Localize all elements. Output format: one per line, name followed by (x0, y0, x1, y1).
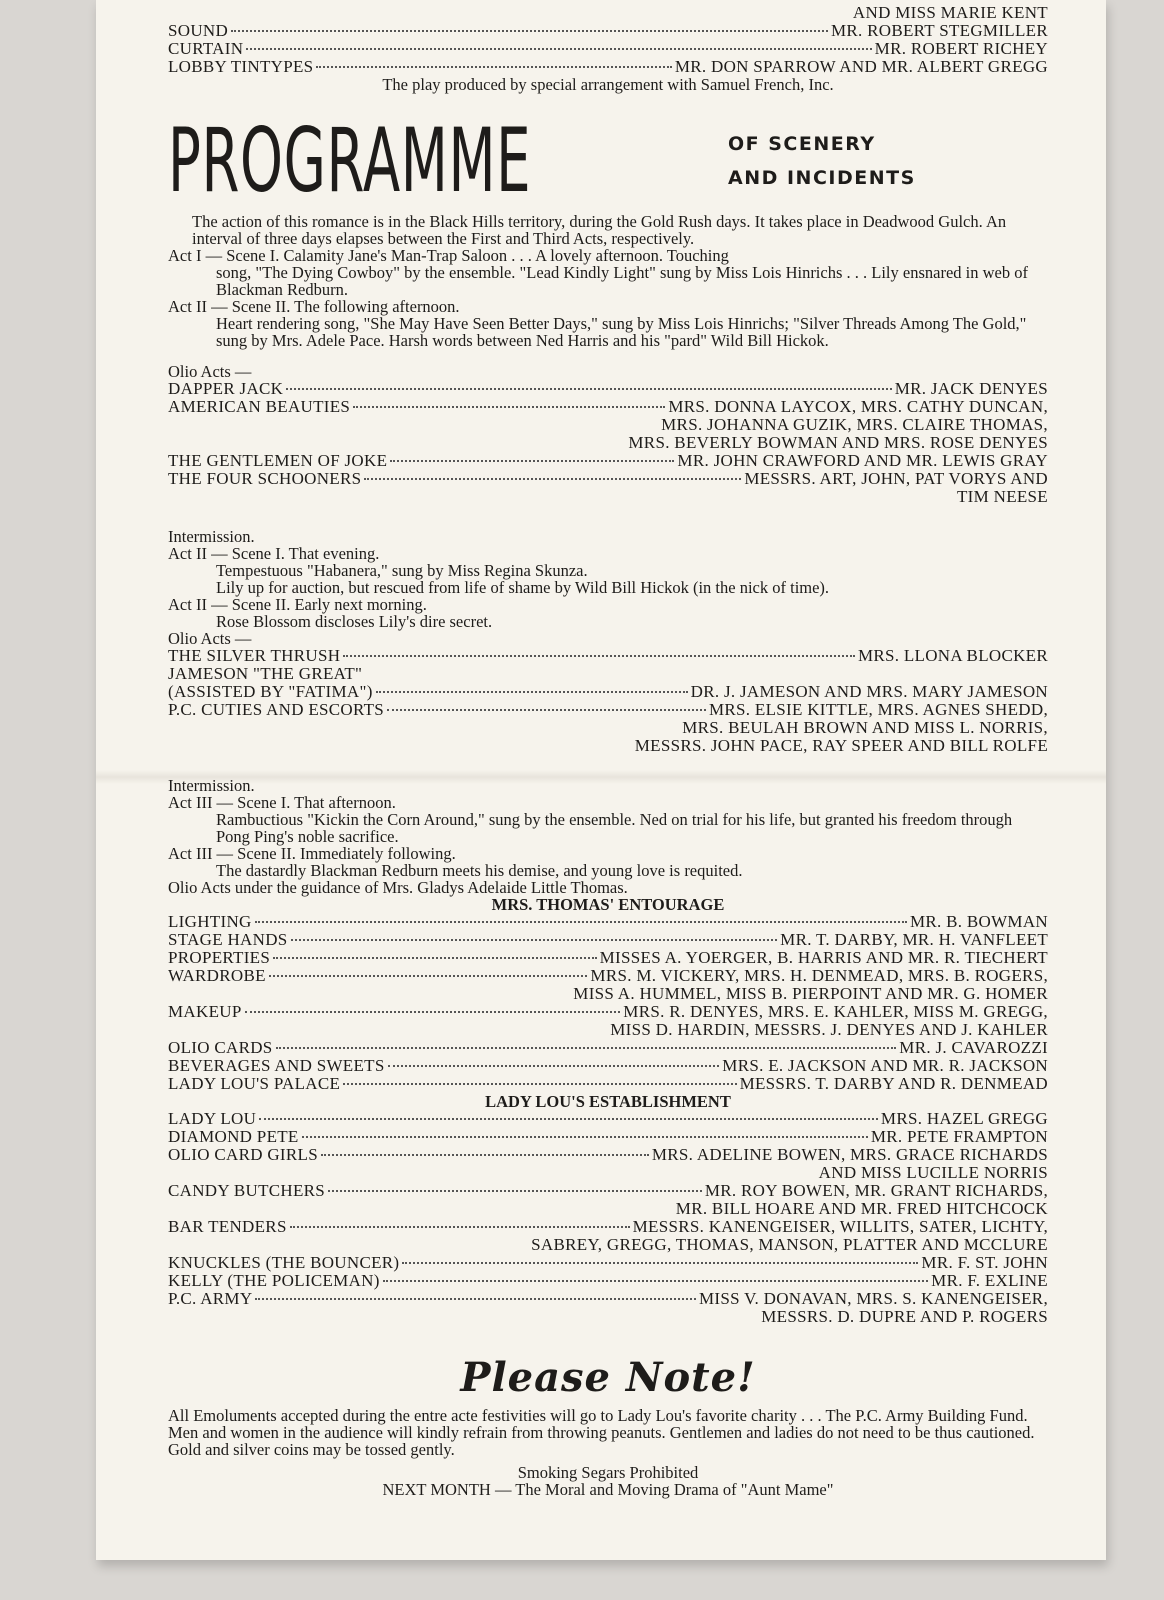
credit-row (168, 1272, 1048, 1290)
credit-row (168, 1075, 1048, 1093)
page-title: PROGRAMME (168, 109, 532, 212)
credit-name: MR. ROY BOWEN, MR. GRANT RICHARDS, (704, 1181, 1048, 1200)
credit-row (168, 1218, 1048, 1236)
credit-row-sound: SOUND MR. ROBERT STEGMILLER (168, 21, 1048, 40)
credit-role: JAMESON "THE GREAT" (168, 664, 363, 683)
credit-row (168, 683, 1048, 701)
act1-heading: Act I — Scene I. Calamity Jane's Man-Trap Saloon . . . A lovely afternoon. Touching (168, 246, 729, 265)
credit-name: MRS. M. VICKERY, MRS. H. DENMEAD, MRS. B. ROGERS, (590, 966, 1048, 985)
credit-name: MR. JACK DENYES (894, 379, 1048, 398)
credit-name: MR. F. ST. JOHN (921, 1253, 1048, 1272)
credit-row (168, 647, 1048, 665)
credit-name: MRS. R. DENYES, MRS. E. KAHLER, MISS M. GREGG, (623, 1002, 1048, 1021)
credit-role: DAPPER JACK (168, 379, 284, 398)
smoking-notice: Smoking Segars Prohibited (517, 1463, 699, 1482)
credit-row (168, 1057, 1048, 1075)
credit-continuation: MRS. BEULAH BROWN AND MISS L. NORRIS, (682, 718, 1048, 737)
credit-row (168, 1290, 1048, 1308)
credit-role: BAR TENDERS (168, 1217, 287, 1236)
credit-role: PROPERTIES (168, 948, 271, 967)
credit-continuation: MRS. JOHANNA GUZIK, MRS. CLAIRE THOMAS, (661, 415, 1048, 434)
act2s1-body1: Tempestuous "Habanera," sung by Miss Regina Skunza. (216, 561, 588, 580)
credit-name: MESSRS. T. DARBY AND R. DENMEAD (739, 1074, 1048, 1093)
credit-role: LADY LOU'S PALACE (168, 1074, 341, 1093)
credit-name: MRS. ELSIE KITTLE, MRS. AGNES SHEDD, (708, 700, 1048, 719)
act1s2-heading: Act II — Scene II. The following afternoon. (168, 297, 460, 316)
credit-role: MAKEUP (168, 1002, 242, 1021)
credit-role: THE FOUR SCHOONERS (168, 469, 362, 488)
credit-role: WARDROBE (168, 966, 266, 985)
wardrobe-continuation: AND MISS MARIE KENT (852, 3, 1048, 22)
act3s2-heading: Act III — Scene II. Immediately following. (168, 844, 456, 863)
credit-continuation: MISS A. HUMMEL, MISS B. PIERPOINT AND MR. G. HOMER (573, 984, 1048, 1003)
credit-name: MRS. LLONA BLOCKER (857, 646, 1048, 665)
credit-row (168, 1128, 1048, 1146)
credit-role: LADY LOU (168, 1109, 257, 1128)
credit-row (168, 1003, 1048, 1021)
credit-continuation: AND MISS LUCILLE NORRIS (818, 1163, 1048, 1182)
act2s1-body2: Lily up for auction, but rescued from life of shame by Wild Bill Hickok (in the nick of time). (216, 578, 830, 597)
credit-name: MISS V. DONAVAN, MRS. S. KANENGEISER, (699, 1289, 1048, 1308)
credit-name: MR. J. CAVAROZZI (899, 1038, 1048, 1057)
note-paragraph-1: All Emoluments accepted during the entre acte festivities will go to Lady Lou's favorite charity . . . The P.C. Army Building Fund. (168, 1406, 1028, 1425)
credit-role: DIAMOND PETE (168, 1127, 299, 1146)
please-note-title: Please Note! (460, 1354, 756, 1401)
arrangement-note: The play produced by special arrangement with Samuel French, Inc. (382, 75, 834, 94)
credit-name: MISSES A. YOERGER, B. HARRIS AND MR. R. TIECHERT (599, 948, 1048, 967)
credit-role: P.C. ARMY (168, 1289, 253, 1308)
credit-row (168, 1182, 1048, 1200)
note-paragraph-2: Men and women in the audience will kindly refrain from throwing peanuts. Gentlemen and ladies do not need to be thus cautioned. Gold and silver coins may be tossed gently. (168, 1423, 1035, 1459)
credit-name: MR. JOHN CRAWFORD AND MR. LEWIS GRAY (677, 451, 1048, 470)
programme-sheet (96, 0, 1106, 1560)
credit-row (168, 398, 1048, 416)
credit-row (168, 701, 1048, 719)
credit-role: (ASSISTED BY "FATIMA") (168, 682, 373, 701)
credit-role: THE SILVER THRUSH (168, 646, 341, 665)
credit-name: MRS. HAZEL GREGG (880, 1109, 1048, 1128)
credit-row-lobby: LOBBY TINTYPES MR. DON SPARROW AND MR. ALBERT GREGG (168, 57, 1048, 76)
page-subtitle: OF SCENERY AND INCIDENTS (728, 133, 916, 189)
intermission-1: Intermission. (168, 527, 255, 546)
act2s2-body: Rose Blossom discloses Lily's dire secret. (216, 612, 493, 631)
intro-paragraph: The action of this romance is in the Black Hills territory, during the Gold Rush days. It takes place in Deadwood Gulch. An interval of three days elapses between the First and Third Acts, respectively. (192, 212, 1007, 248)
credit-continuation: SABREY, GREGG, THOMAS, MANSON, PLATTER AND MCCLURE (531, 1235, 1048, 1254)
credit-row (168, 665, 1048, 683)
credit-role: LIGHTING (168, 912, 252, 931)
credit-name: MESSRS. ART, JOHN, PAT VORYS AND (744, 469, 1048, 488)
credit-row (168, 931, 1048, 949)
credit-row (168, 1039, 1048, 1057)
credit-role: BEVERAGES AND SWEETS (168, 1056, 385, 1075)
credit-row (168, 1254, 1048, 1272)
credit-name: MR. B. BOWMAN (909, 912, 1048, 931)
act2s2-heading: Act II — Scene II. Early next morning. (168, 595, 427, 614)
programme-content (168, 0, 1048, 1498)
establishment-credits (168, 1110, 1048, 1326)
credit-row (168, 1110, 1048, 1128)
credit-row (168, 913, 1048, 931)
olio1-heading: Olio Acts — (168, 362, 252, 381)
act1-body: song, "The Dying Cowboy" by the ensemble. "Lead Kindly Light" sung by Miss Lois Hinrichs . . . Lily ensnared in web of Blackman Redburn. (216, 263, 1028, 299)
credit-continuation: MRS. BEVERLY BOWMAN AND MRS. ROSE DENYES (628, 433, 1048, 452)
credit-role: STAGE HANDS (168, 930, 288, 949)
credit-role: THE GENTLEMEN OF JOKE (168, 451, 388, 470)
credit-row (168, 967, 1048, 985)
intermission-2: Intermission. (168, 776, 255, 795)
credit-role: OLIO CARDS (168, 1038, 273, 1057)
credit-role: KELLY (THE POLICEMAN) (168, 1271, 380, 1290)
credit-row (168, 1146, 1048, 1164)
entourage-heading: MRS. THOMAS' ENTOURAGE (491, 895, 725, 914)
credit-name: MRS. E. JACKSON AND MR. R. JACKSON (722, 1056, 1048, 1075)
credit-name: MRS. ADELINE BOWEN, MRS. GRACE RICHARDS (651, 1145, 1048, 1164)
credit-row (168, 452, 1048, 470)
entourage-credits (168, 913, 1048, 1093)
credit-role: KNUCKLES (THE BOUNCER) (168, 1253, 400, 1272)
olio1-credits (168, 380, 1048, 506)
act1s2-body: Heart rendering song, "She May Have Seen Better Days," sung by Miss Lois Hinrichs; "Silver Threads Among The Gold," sung by Mrs. Adele Pace. Harsh words between Ned Harris and his "pard" Wild Bill Hickok. (216, 314, 1027, 350)
olio2-credits (168, 647, 1048, 755)
credit-continuation: MR. BILL HOARE AND MR. FRED HITCHCOCK (675, 1199, 1048, 1218)
credit-name: MR. PETE FRAMPTON (870, 1127, 1048, 1146)
credit-role: P.C. CUTIES AND ESCORTS (168, 700, 385, 719)
act3s2-body: The dastardly Blackman Redburn meets his demise, and young love is requited. (216, 861, 743, 880)
act3s1-body: Rambuctious "Kickin the Corn Around," sung by the ensemble. Ned on trial for his life, but granted his freedom through Pong Ping's noble sacrifice. (216, 810, 1013, 846)
credit-name: MESSRS. KANENGEISER, WILLITS, SATER, LICHTY, (632, 1217, 1048, 1236)
credit-row-curtain: CURTAIN MR. ROBERT RICHEY (168, 39, 1048, 58)
next-month-notice: NEXT MONTH — The Moral and Moving Drama of "Aunt Mame" (382, 1480, 834, 1499)
programme-header (168, 109, 1048, 212)
credit-continuation: TIM NEESE (957, 487, 1048, 506)
credit-role: CANDY BUTCHERS (168, 1181, 326, 1200)
credit-row (168, 470, 1048, 488)
credit-row (168, 949, 1048, 967)
credit-row (168, 380, 1048, 398)
act3s1-heading: Act III — Scene I. That afternoon. (168, 793, 396, 812)
credit-name: MRS. DONNA LAYCOX, MRS. CATHY DUNCAN, (668, 397, 1048, 416)
act2s1-heading: Act II — Scene I. That evening. (168, 544, 380, 563)
credit-role: AMERICAN BEAUTIES (168, 397, 351, 416)
credit-role: OLIO CARD GIRLS (168, 1145, 318, 1164)
credit-continuation: MISS D. HARDIN, MESSRS. J. DENYES AND J. KAHLER (610, 1020, 1048, 1039)
credit-name: MR. T. DARBY, MR. H. VANFLEET (780, 930, 1048, 949)
credit-name: DR. J. JAMESON AND MRS. MARY JAMESON (690, 682, 1048, 701)
credit-continuation: MESSRS. JOHN PACE, RAY SPEER AND BILL ROLFE (634, 736, 1048, 755)
olio2-heading: Olio Acts — (168, 629, 252, 648)
credit-name: MR. F. EXLINE (931, 1271, 1048, 1290)
credit-continuation: MESSRS. D. DUPRE AND P. ROGERS (761, 1307, 1048, 1326)
establishment-heading: LADY LOU'S ESTABLISHMENT (485, 1092, 731, 1111)
olio3-note: Olio Acts under the guidance of Mrs. Gladys Adelaide Little Thomas. (168, 878, 628, 897)
